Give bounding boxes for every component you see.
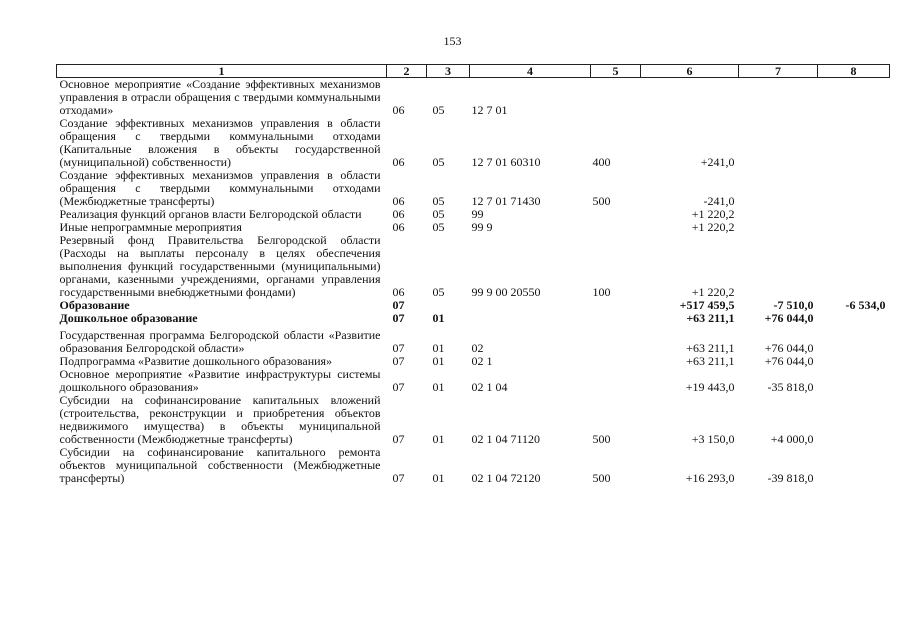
row-section: 07 (392, 341, 405, 355)
row-amount-2 (739, 117, 818, 169)
row-name: Иные непрограммные мероприятия (59, 220, 242, 234)
row-amount-3 (818, 78, 890, 118)
row-target-code: 02 1 04 71120 (471, 432, 541, 446)
row-name: Дошкольное образование (59, 311, 198, 325)
row-name: Создание эффективных механизмов управления в области обращения с твердыми коммунальными отходами (Капитальные вложения в объекты государственной (муниципальной) собственности) (59, 116, 381, 169)
table-row (57, 234, 890, 299)
row-amount-1: +1 220,2 (691, 207, 735, 221)
row-subsection: 01 (432, 341, 445, 355)
row-name: Субсидии на софинансирование капитальных вложений (строительства, реконструкции и приобретения объектов недвижимого имущества) в объекты муниципальной собственности (Межбюджетные трансферты) (59, 393, 381, 446)
row-amount-3 (818, 394, 890, 446)
row-section: 06 (392, 103, 405, 117)
row-expense-type (591, 208, 641, 221)
table-row (57, 394, 890, 446)
column-header: 2 (387, 65, 427, 78)
row-expense-type: 500 (592, 194, 611, 208)
row-target-code: 12 7 01 60310 (471, 155, 541, 169)
row-amount-3 (818, 208, 890, 221)
row-amount-1: +16 293,0 (685, 471, 735, 485)
row-section: 07 (392, 354, 405, 368)
row-amount-2 (739, 169, 818, 208)
row-amount-1: +63 211,1 (686, 311, 735, 325)
table-row (57, 368, 890, 394)
row-name: Государственная программа Белгородской области «Развитие образования Белгородской области» (59, 328, 381, 355)
row-amount-2 (739, 208, 818, 221)
row-section: 06 (392, 155, 405, 169)
table-row (57, 117, 890, 169)
row-subsection: 05 (432, 155, 445, 169)
row-target-code: 02 1 (471, 354, 493, 368)
row-expense-type: 400 (592, 155, 611, 169)
row-amount-2 (739, 221, 818, 234)
row-amount-1: +1 220,2 (691, 220, 735, 234)
row-amount-2: -39 818,0 (767, 471, 814, 485)
row-section: 06 (392, 220, 405, 234)
row-target-code: 99 (471, 207, 484, 221)
row-name: Резервный фонд Правительства Белгородской области (Расходы на выплаты персоналу в целях обеспечения выполнения функций государственными (муниципальными) органами, казенными учреждениями, органами управления государственными внебюджетными фондами) (59, 233, 381, 299)
table-row (57, 325, 890, 355)
table-body (57, 78, 890, 486)
table-row (57, 78, 890, 118)
column-header: 8 (818, 65, 890, 78)
row-amount-2: +76 044,0 (764, 341, 814, 355)
row-section: 06 (392, 207, 405, 221)
row-target-code: 12 7 01 (471, 103, 508, 117)
column-header: 1 (57, 65, 387, 78)
row-amount-1: +19 443,0 (685, 380, 735, 394)
row-name: Образование (59, 298, 130, 312)
page-number: 153 (443, 34, 462, 48)
row-name: Реализация функций органов власти Белгородской области (59, 207, 362, 221)
row-section: 06 (392, 194, 405, 208)
row-amount-2 (739, 78, 818, 118)
row-expense-type (591, 299, 641, 312)
row-amount-3 (818, 355, 890, 368)
row-amount-1: +1 220,2 (691, 285, 735, 299)
row-section: 06 (392, 285, 405, 299)
row-target-code: 99 9 00 20550 (471, 285, 541, 299)
row-section: 07 (392, 432, 405, 446)
row-amount-3 (818, 312, 890, 325)
row-amount-2: +4 000,0 (770, 432, 814, 446)
column-header: 7 (739, 65, 818, 78)
row-amount-3 (818, 446, 890, 485)
row-target-code (470, 299, 591, 312)
row-subsection: 01 (432, 311, 445, 325)
row-amount-3 (818, 117, 890, 169)
row-target-code: 12 7 01 71430 (471, 194, 541, 208)
budget-table (56, 64, 890, 485)
column-header: 5 (591, 65, 641, 78)
row-expense-type (591, 355, 641, 368)
row-expense-type: 500 (592, 432, 611, 446)
table-row (57, 446, 890, 485)
row-expense-type (591, 368, 641, 394)
row-expense-type: 500 (592, 471, 611, 485)
row-amount-2: -7 510,0 (773, 298, 814, 312)
row-amount-2: -35 818,0 (767, 380, 814, 394)
row-name: Основное мероприятие «Развитие инфраструктуры системы дошкольного образования» (59, 367, 381, 394)
row-subsection: 05 (432, 207, 445, 221)
row-amount-3 (818, 221, 890, 234)
row-name: Основное мероприятие «Создание эффективных механизмов управления в отрасли обращения с твердыми коммунальными отходами» (59, 77, 381, 117)
row-amount-1: +517 459,5 (679, 298, 735, 312)
table-row (57, 169, 890, 208)
row-target-code: 02 1 04 (471, 380, 508, 394)
row-subsection: 05 (432, 220, 445, 234)
row-target-code: 02 (471, 341, 484, 355)
row-name: Субсидии на софинансирование капитального ремонта объектов муниципальной собственности (Межбюджетные трансферты) (59, 445, 381, 485)
row-expense-type (591, 325, 641, 355)
row-amount-3 (818, 169, 890, 208)
row-target-code: 99 9 (471, 220, 493, 234)
row-expense-type (591, 221, 641, 234)
row-amount-1: +3 150,0 (691, 432, 735, 446)
row-target-code: 02 1 04 72120 (471, 471, 541, 485)
row-amount-3 (818, 325, 890, 355)
row-expense-type (591, 312, 641, 325)
row-subsection: 01 (432, 354, 445, 368)
table-header-row (57, 65, 890, 78)
row-section: 07 (392, 380, 405, 394)
row-amount-1: +241,0 (700, 155, 735, 169)
row-subsection: 01 (432, 432, 445, 446)
row-subsection: 01 (432, 471, 445, 485)
row-subsection: 05 (432, 285, 445, 299)
row-amount-1: -241,0 (703, 194, 735, 208)
row-amount-2: +76 044,0 (764, 311, 814, 325)
column-header: 6 (641, 65, 739, 78)
column-header: 3 (427, 65, 470, 78)
row-amount-3 (818, 234, 890, 299)
row-subsection: 05 (432, 103, 445, 117)
row-amount-2 (739, 234, 818, 299)
row-subsection: 01 (432, 380, 445, 394)
row-name: Создание эффективных механизмов управления в области обращения с твердыми коммунальными отходами (Межбюджетные трансферты) (59, 168, 381, 208)
row-section: 07 (392, 471, 405, 485)
row-amount-3: -6 534,0 (845, 298, 886, 312)
table-row (57, 312, 890, 325)
row-name: Подпрограмма «Развитие дошкольного образования» (59, 354, 333, 368)
row-amount-1 (641, 78, 739, 118)
row-target-code (470, 312, 591, 325)
row-amount-3 (818, 368, 890, 394)
row-expense-type: 100 (592, 285, 611, 299)
row-section: 07 (392, 311, 405, 325)
row-expense-type (591, 78, 641, 118)
row-subsection: 05 (432, 194, 445, 208)
row-amount-2: +76 044,0 (764, 354, 814, 368)
row-section: 07 (392, 298, 405, 312)
row-amount-1: +63 211,1 (686, 354, 735, 368)
column-header: 4 (470, 65, 591, 78)
row-amount-1: +63 211,1 (686, 341, 735, 355)
